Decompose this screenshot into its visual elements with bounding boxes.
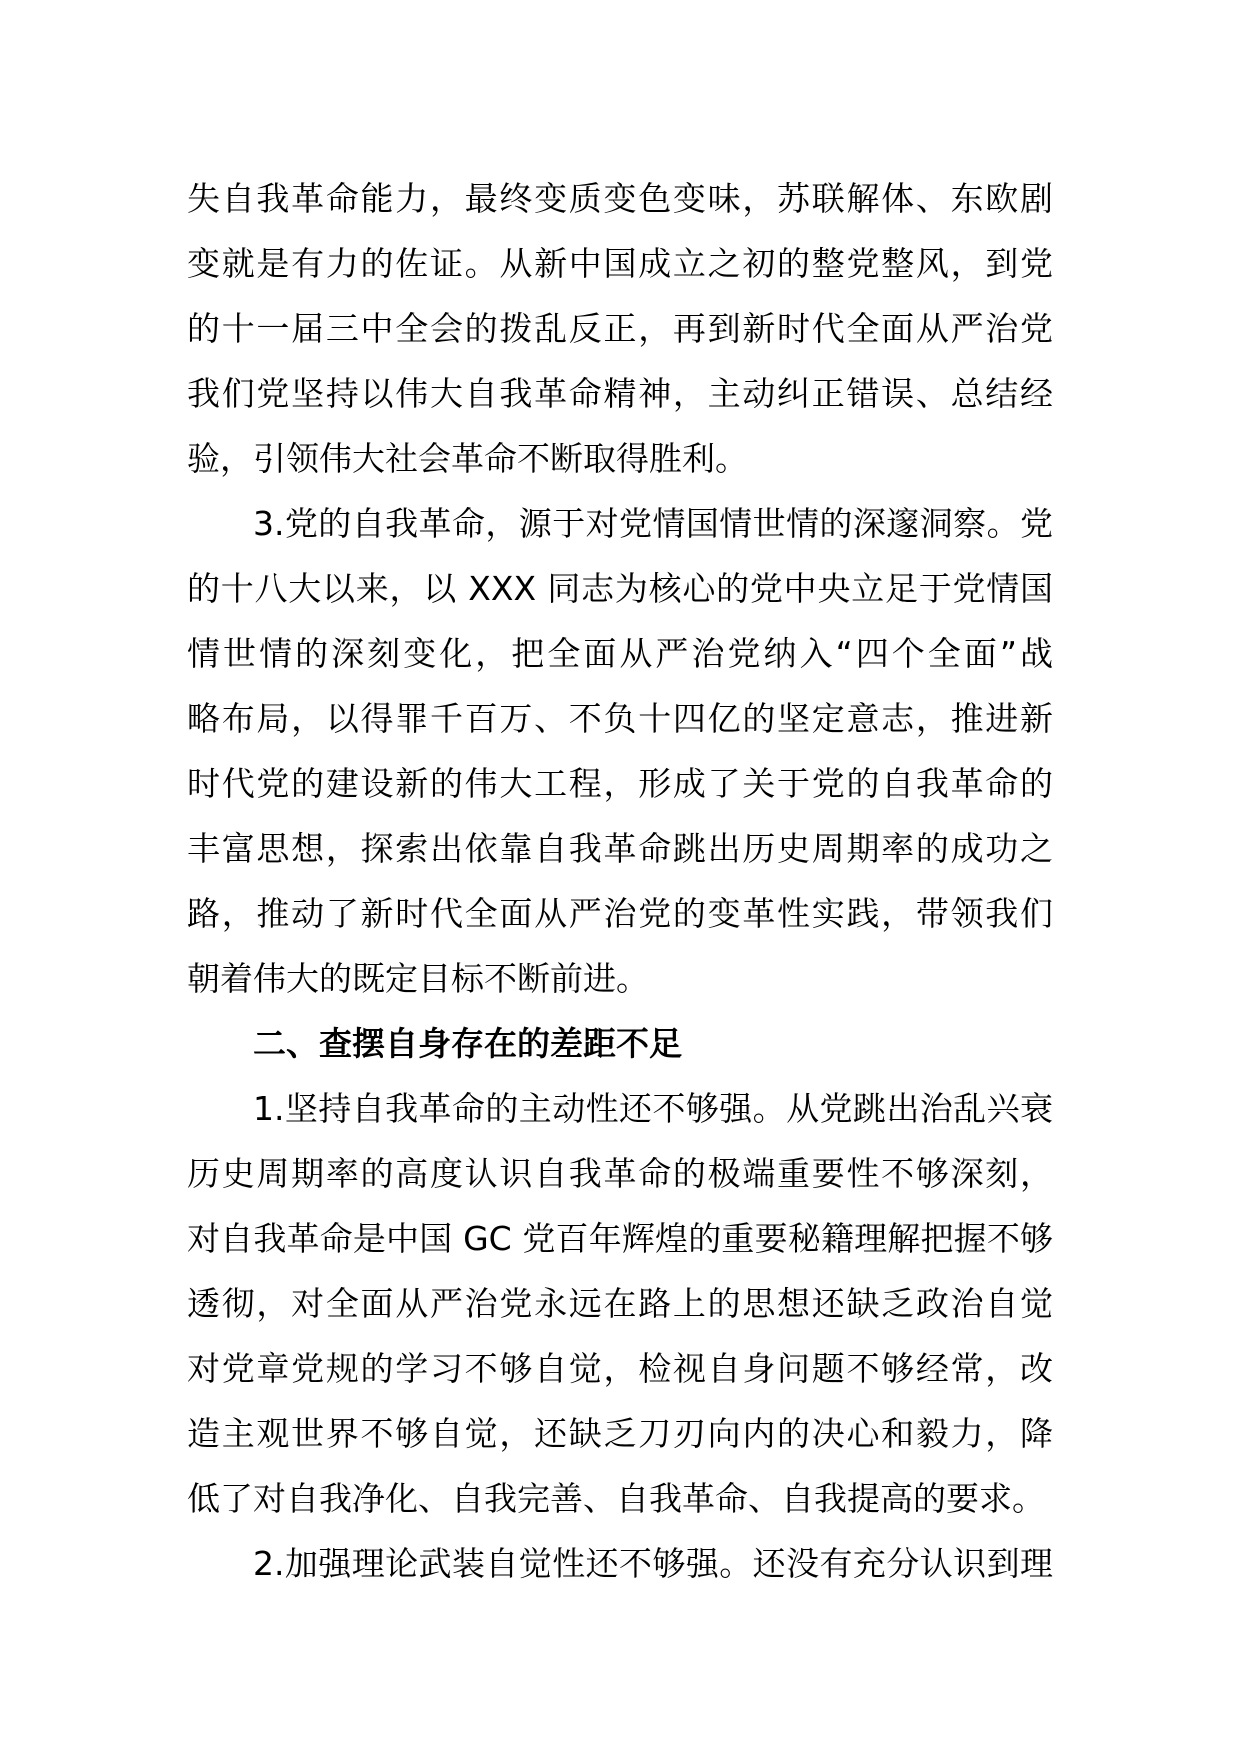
text-line: 的十一届三中全会的拨乱反正，再到新时代全面从严治党 — [187, 309, 1053, 348]
text-line: 低了对自我净化、自我完善、自我革命、自我提高的要求。 — [187, 1479, 1045, 1518]
document-page — [187, 166, 1053, 1596]
text-line: 3.党的自我革命，源于对党情国情世情的深邃洞察。党 — [253, 504, 1053, 543]
text-line: 历史周期率的高度认识自我革命的极端重要性不够深刻， — [187, 1154, 1053, 1193]
text-line: 对党章党规的学习不够自觉，检视自身问题不够经常，改 — [187, 1349, 1053, 1388]
text-line: 丰富思想，探索出依靠自我革命跳出历史周期率的成功之 — [187, 829, 1053, 868]
text-line: 对自我革命是中国 GC 党百年辉煌的重要秘籍理解把握不够 — [187, 1219, 1053, 1258]
text-line: 透彻，对全面从严治党永远在路上的思想还缺乏政治自觉 — [187, 1284, 1053, 1323]
text-line: 验，引领伟大社会革命不断取得胜利。 — [187, 439, 748, 478]
text-line: 造主观世界不够自觉，还缺乏刀刃向内的决心和毅力，降 — [187, 1414, 1053, 1453]
paragraph-3 — [187, 1076, 1053, 1531]
text-line: 失自我革命能力，最终变质变色变味，苏联解体、东欧剧 — [187, 179, 1053, 218]
text-line: 我们党坚持以伟大自我革命精神，主动纠正错误、总结经 — [187, 374, 1053, 413]
paragraph-4 — [187, 1531, 1053, 1596]
text-line: 2.加强理论武装自觉性还不够强。还没有充分认识到理 — [253, 1544, 1053, 1583]
text-line: 的十八大以来，以 XXX 同志为核心的党中央立足于党情国 — [187, 569, 1053, 608]
text-line: 路，推动了新时代全面从严治党的变革性实践，带领我们 — [187, 894, 1053, 933]
paragraph-2 — [187, 491, 1053, 1011]
text-line: 情世情的深刻变化，把全面从严治党纳入“四个全面”战 — [187, 634, 1053, 673]
heading-text: 二、查摆自身存在的差距不足 — [253, 1024, 682, 1063]
section-heading — [187, 1011, 1053, 1076]
text-line: 朝着伟大的既定目标不断前进。 — [187, 959, 649, 998]
paragraph-1 — [187, 166, 1053, 491]
text-line: 时代党的建设新的伟大工程，形成了关于党的自我革命的 — [187, 764, 1053, 803]
text-line: 略布局，以得罪千百万、不负十四亿的坚定意志，推进新 — [187, 699, 1053, 738]
text-line: 变就是有力的佐证。从新中国成立之初的整党整风，到党 — [187, 244, 1053, 283]
text-line: 1.坚持自我革命的主动性还不够强。从党跳出治乱兴衰 — [253, 1089, 1053, 1128]
